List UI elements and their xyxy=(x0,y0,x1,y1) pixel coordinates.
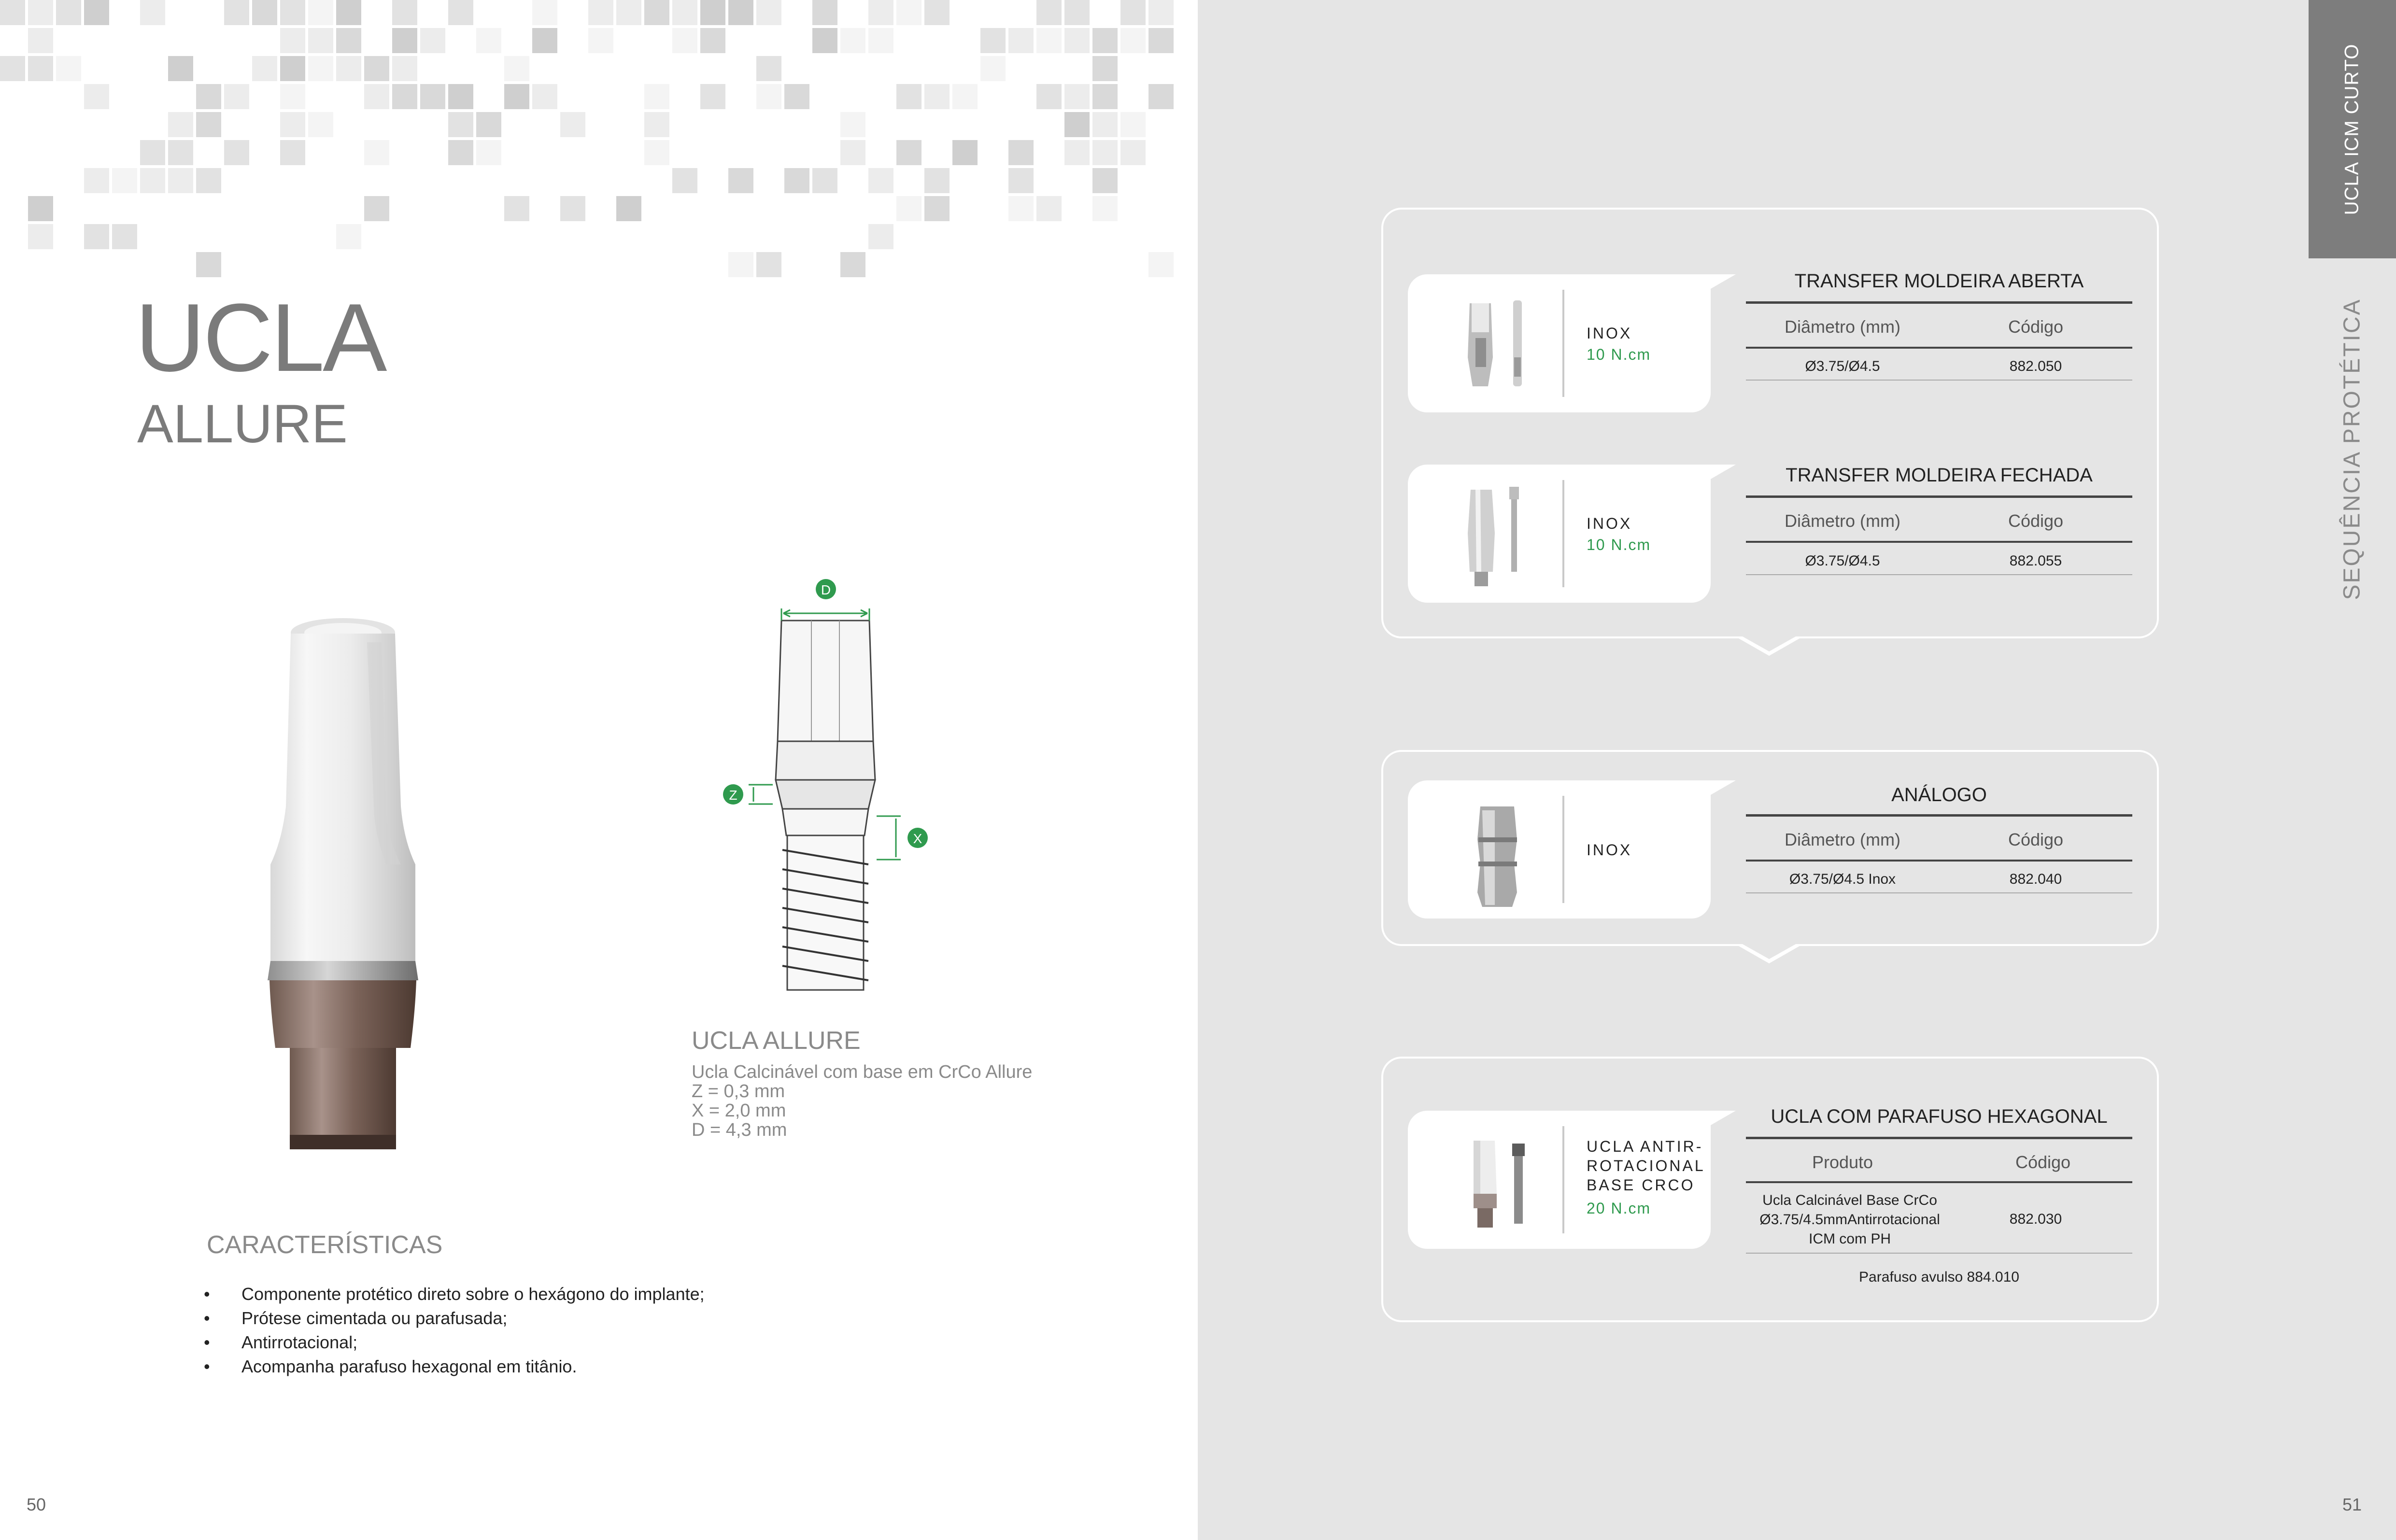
table-cell-diameter: Ø3.75/Ø4.5 Inox xyxy=(1789,871,1896,887)
ucla-allure-product-photo xyxy=(241,613,444,1173)
table-title: ANÁLOGO xyxy=(1891,784,1987,805)
material-label-line1: UCLA ANTIR- xyxy=(1587,1138,1703,1155)
mosaic-tile xyxy=(420,28,445,53)
mosaic-tile xyxy=(1120,140,1146,165)
mosaic-tile xyxy=(672,28,697,53)
mosaic-tile xyxy=(840,112,865,137)
table-title: UCLA COM PARAFUSO HEXAGONAL xyxy=(1771,1106,2108,1127)
torque-label: 10 N.cm xyxy=(1587,346,1651,363)
material-label: INOX xyxy=(1587,515,1632,532)
mosaic-tile xyxy=(1120,112,1146,137)
table-rule xyxy=(1746,574,2132,575)
mosaic-tile xyxy=(756,0,781,25)
table-rule xyxy=(1746,814,2132,817)
mosaic-tile xyxy=(0,56,25,81)
mosaic-tile xyxy=(140,0,165,25)
mosaic-tile xyxy=(392,84,417,109)
mosaic-tile xyxy=(1064,84,1090,109)
table-header-code: Código xyxy=(2015,1152,2071,1172)
mosaic-tile xyxy=(1064,28,1090,53)
mosaic-tile xyxy=(1008,140,1034,165)
mosaic-tile xyxy=(1148,0,1174,25)
mosaic-tile xyxy=(112,168,137,193)
divider xyxy=(1562,1126,1564,1233)
mosaic-tile xyxy=(392,0,417,25)
table-header-code: Código xyxy=(2008,830,2064,849)
page-number-right: 51 xyxy=(2342,1495,2362,1514)
mosaic-tile xyxy=(112,224,137,249)
mosaic-tile xyxy=(84,224,109,249)
table-header-diameter: Diâmetro (mm) xyxy=(1785,830,1900,849)
mosaic-tile xyxy=(700,0,725,25)
mosaic-tile xyxy=(336,224,361,249)
mosaic-tile xyxy=(140,168,165,193)
mosaic-tile xyxy=(1064,0,1090,25)
mosaic-tile xyxy=(392,56,417,81)
mosaic-tile xyxy=(644,84,669,109)
mosaic-tile xyxy=(812,168,837,193)
mosaic-tile xyxy=(392,28,417,53)
mosaic-tile xyxy=(896,196,922,221)
ucla-parafuso-image xyxy=(1446,1121,1548,1238)
mosaic-tile xyxy=(280,0,305,25)
page-number-left: 50 xyxy=(27,1495,46,1514)
mosaic-tile xyxy=(644,112,669,137)
table-rule xyxy=(1746,1253,2132,1254)
material-label-line2: ROTACIONAL xyxy=(1587,1157,1705,1174)
dimension-d-label: D xyxy=(821,582,831,597)
mosaic-tile xyxy=(1092,28,1118,53)
list-item: • Acompanha parafuso hexagonal em titânio. xyxy=(202,1355,705,1379)
mosaic-tile xyxy=(28,196,53,221)
mosaic-tile xyxy=(364,140,389,165)
mosaic-tile xyxy=(728,252,753,277)
table-header-code: Código xyxy=(2008,511,2064,531)
header-mosaic-decoration xyxy=(0,0,1198,290)
mosaic-tile xyxy=(168,112,193,137)
mosaic-tile xyxy=(700,28,725,53)
mosaic-tile xyxy=(252,0,277,25)
mosaic-tile xyxy=(308,112,333,137)
table-rule xyxy=(1746,1181,2132,1183)
material-label-line3: BASE CRCO xyxy=(1587,1176,1695,1194)
mosaic-tile xyxy=(1148,252,1174,277)
mosaic-tile xyxy=(896,0,922,25)
transfer-aberta-item xyxy=(1408,274,1711,412)
mosaic-tile xyxy=(448,112,473,137)
mosaic-tile xyxy=(168,168,193,193)
torque-label: 20 N.cm xyxy=(1587,1200,1651,1217)
product-line-2: Ø3.75/4.5mmAntirrotacional xyxy=(1759,1212,1940,1228)
characteristics-title: CARACTERÍSTICAS xyxy=(207,1231,443,1259)
card-pointer-arrow xyxy=(1735,636,1803,656)
divider xyxy=(1562,290,1564,397)
mosaic-tile xyxy=(980,56,1006,81)
mosaic-tile xyxy=(1064,112,1090,137)
mosaic-tile xyxy=(560,196,585,221)
table-rule xyxy=(1746,541,2132,543)
mosaic-tile xyxy=(56,56,81,81)
mosaic-tile xyxy=(1064,140,1090,165)
mosaic-tile xyxy=(0,0,25,25)
divider xyxy=(1562,796,1564,903)
mosaic-tile xyxy=(532,84,557,109)
page-subtitle: ALLURE xyxy=(137,394,348,454)
mosaic-tile xyxy=(280,140,305,165)
list-item: • Componente protético direto sobre o hexágono do implante; xyxy=(202,1282,705,1306)
table-rule xyxy=(1746,495,2132,498)
mosaic-tile xyxy=(84,168,109,193)
mosaic-tile xyxy=(224,84,249,109)
mosaic-tile xyxy=(196,252,221,277)
mosaic-tile xyxy=(868,224,893,249)
section-label: SEQUÊNCIA PROTÉTICA xyxy=(2339,298,2365,600)
mosaic-tile xyxy=(448,0,473,25)
mosaic-tile xyxy=(1008,196,1034,221)
product-description-text: Ucla Calcinável com base em CrCo Allure xyxy=(692,1062,1033,1082)
mosaic-tile xyxy=(672,168,697,193)
mosaic-tile xyxy=(1092,168,1118,193)
page-title: UCLA xyxy=(135,284,385,392)
product-name: UCLA ALLURE xyxy=(692,1027,861,1055)
mosaic-tile xyxy=(476,28,501,53)
mosaic-tile xyxy=(364,56,389,81)
table-rule xyxy=(1746,347,2132,349)
mosaic-tile xyxy=(1148,28,1174,53)
mosaic-tile xyxy=(812,0,837,25)
mosaic-tile xyxy=(280,28,305,53)
spec-x: X = 2,0 mm xyxy=(692,1101,786,1121)
table-rule xyxy=(1746,860,2132,862)
list-item: • Antirrotacional; xyxy=(202,1330,705,1355)
dimension-x-label: X xyxy=(913,831,922,846)
mosaic-tile xyxy=(448,84,473,109)
mosaic-tile xyxy=(728,0,753,25)
mosaic-tile xyxy=(420,84,445,109)
mosaic-tile xyxy=(1092,196,1118,221)
mosaic-tile xyxy=(224,140,249,165)
dimension-z-label: Z xyxy=(729,788,737,803)
mosaic-tile xyxy=(140,140,165,165)
mosaic-tile xyxy=(924,196,950,221)
mosaic-tile xyxy=(672,0,697,25)
mosaic-tile xyxy=(980,28,1006,53)
spec-z: Z = 0,3 mm xyxy=(692,1081,785,1102)
mosaic-tile xyxy=(504,196,529,221)
product-line-1: Ucla Calcinável Base CrCo xyxy=(1762,1192,1937,1208)
mosaic-tile xyxy=(280,84,305,109)
ucla-parafuso-item xyxy=(1408,1111,1711,1249)
mosaic-tile xyxy=(616,0,641,25)
mosaic-tile xyxy=(56,0,81,25)
mosaic-tile xyxy=(840,28,865,53)
mosaic-tile xyxy=(1036,196,1062,221)
mosaic-tile xyxy=(504,84,529,109)
mosaic-tile xyxy=(168,140,193,165)
mosaic-tile xyxy=(532,28,557,53)
mosaic-tile xyxy=(196,112,221,137)
mosaic-tile xyxy=(1036,84,1062,109)
mosaic-tile xyxy=(644,140,669,165)
mosaic-tile xyxy=(1008,168,1034,193)
mosaic-tile xyxy=(924,168,950,193)
mosaic-tile xyxy=(756,56,781,81)
table-header-diameter: Diâmetro (mm) xyxy=(1785,511,1900,531)
mosaic-tile xyxy=(840,252,865,277)
mosaic-tile xyxy=(476,112,501,137)
right-page xyxy=(1198,0,2396,1540)
mosaic-tile xyxy=(84,84,109,109)
list-item: • Prótese cimentada ou parafusada; xyxy=(202,1306,705,1330)
mosaic-tile xyxy=(588,28,613,53)
mosaic-tile xyxy=(280,56,305,81)
mosaic-tile xyxy=(1120,0,1146,25)
transfer-fechada-image xyxy=(1446,475,1548,592)
separate-screw-note: Parafuso avulso 884.010 xyxy=(1859,1269,2019,1285)
mosaic-tile xyxy=(364,84,389,109)
mosaic-tile xyxy=(924,84,950,109)
mosaic-tile xyxy=(1148,84,1174,109)
torque-label: 10 N.cm xyxy=(1587,536,1651,553)
table-cell-diameter: Ø3.75/Ø4.5 xyxy=(1805,358,1880,374)
mosaic-tile xyxy=(308,0,333,25)
mosaic-tile xyxy=(84,0,109,25)
mosaic-tile xyxy=(728,168,753,193)
divider xyxy=(1562,480,1564,587)
mosaic-tile xyxy=(28,224,53,249)
mosaic-tile xyxy=(364,196,389,221)
mosaic-tile xyxy=(336,0,361,25)
table-title: TRANSFER MOLDEIRA ABERTA xyxy=(1794,270,2084,292)
mosaic-tile xyxy=(476,140,501,165)
mosaic-tile xyxy=(28,28,53,53)
mosaic-tile xyxy=(896,84,922,109)
mosaic-tile xyxy=(28,0,53,25)
table-cell-diameter: Ø3.75/Ø4.5 xyxy=(1805,553,1880,569)
mosaic-tile xyxy=(868,28,893,53)
table-rule xyxy=(1746,301,2132,304)
mosaic-tile xyxy=(756,84,781,109)
table-cell-product xyxy=(1746,1191,1954,1249)
mosaic-tile xyxy=(924,0,950,25)
mosaic-tile xyxy=(448,140,473,165)
table-cell-code: 882.055 xyxy=(2009,553,2062,569)
mosaic-tile xyxy=(196,84,221,109)
product-description xyxy=(692,1062,1032,1140)
material-label: INOX xyxy=(1587,325,1632,342)
analogo-image xyxy=(1446,791,1548,908)
card-pointer-arrow xyxy=(1735,944,1803,963)
table-cell-code: 882.030 xyxy=(2009,1211,2062,1227)
side-tab-label: UCLA ICM CURTO xyxy=(2341,43,2363,215)
ucla-allure-technical-drawing xyxy=(710,575,937,1009)
mosaic-tile xyxy=(336,56,361,81)
mosaic-tile xyxy=(1120,28,1146,53)
mosaic-tile xyxy=(1036,0,1062,25)
table-cell-code: 882.040 xyxy=(2009,871,2062,887)
mosaic-tile xyxy=(1092,140,1118,165)
mosaic-tile xyxy=(1092,56,1118,81)
mosaic-tile xyxy=(812,28,837,53)
mosaic-tile xyxy=(252,56,277,81)
transfer-fechada-item xyxy=(1408,465,1711,603)
mosaic-tile xyxy=(700,84,725,109)
mosaic-tile xyxy=(840,140,865,165)
transfer-aberta-image xyxy=(1446,285,1548,402)
mosaic-tile xyxy=(952,84,978,109)
table-cell-code: 882.050 xyxy=(2009,358,2062,374)
mosaic-tile xyxy=(196,168,221,193)
mosaic-tile xyxy=(1036,28,1062,53)
table-rule xyxy=(1746,380,2132,381)
mosaic-tile xyxy=(896,140,922,165)
table-title: TRANSFER MOLDEIRA FECHADA xyxy=(1786,465,2093,486)
table-header-diameter: Diâmetro (mm) xyxy=(1785,317,1900,337)
mosaic-tile xyxy=(868,0,893,25)
table-rule xyxy=(1746,892,2132,893)
mosaic-tile xyxy=(1008,28,1034,53)
mosaic-tile xyxy=(1092,84,1118,109)
table-rule xyxy=(1746,1137,2132,1139)
mosaic-tile xyxy=(532,0,557,25)
analogo-item xyxy=(1408,780,1711,918)
mosaic-tile xyxy=(336,28,361,53)
mosaic-tile xyxy=(308,56,333,81)
table-header-code: Código xyxy=(2008,317,2064,337)
mosaic-tile xyxy=(952,140,978,165)
mosaic-tile xyxy=(168,56,193,81)
characteristics-list xyxy=(202,1282,705,1379)
mosaic-tile xyxy=(644,0,669,25)
mosaic-tile xyxy=(504,56,529,81)
mosaic-tile xyxy=(28,56,53,81)
mosaic-tile xyxy=(588,0,613,25)
mosaic-tile xyxy=(224,0,249,25)
mosaic-tile xyxy=(560,112,585,137)
mosaic-tile xyxy=(868,168,893,193)
mosaic-tile xyxy=(1092,112,1118,137)
spec-d: D = 4,3 mm xyxy=(692,1120,787,1140)
material-label: INOX xyxy=(1587,841,1632,859)
mosaic-tile xyxy=(784,168,809,193)
mosaic-tile xyxy=(616,196,641,221)
table-header-product: Produto xyxy=(1812,1152,1873,1172)
product-line-3: ICM com PH xyxy=(1808,1231,1891,1247)
mosaic-tile xyxy=(308,28,333,53)
mosaic-tile xyxy=(280,112,305,137)
mosaic-tile xyxy=(784,84,809,109)
mosaic-tile xyxy=(756,252,781,277)
